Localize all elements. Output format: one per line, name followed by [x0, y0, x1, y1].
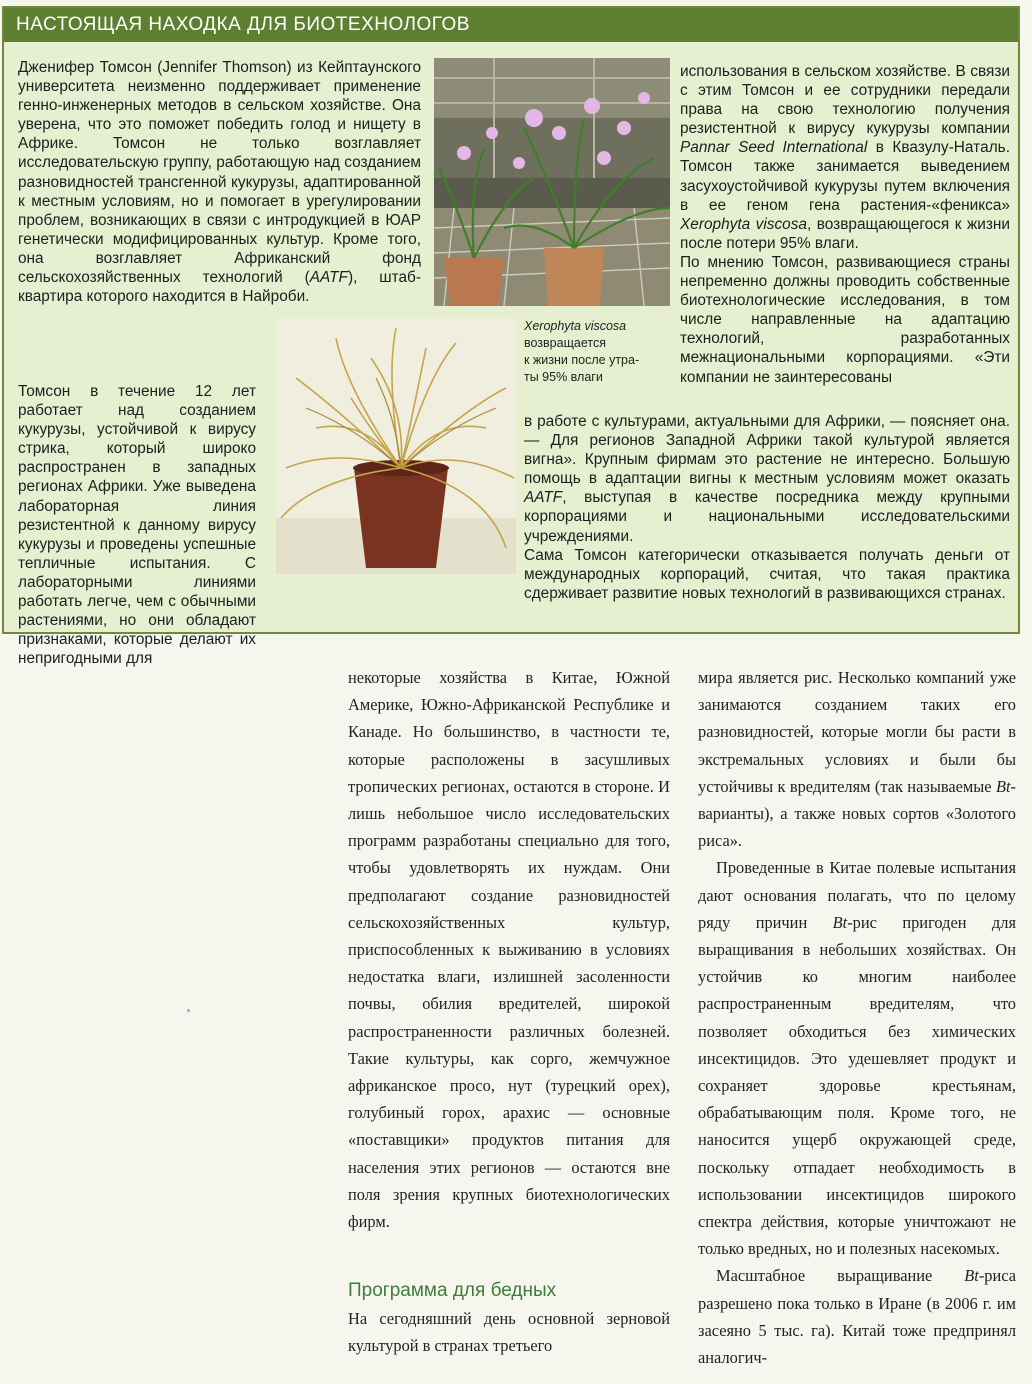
xerophyta-photo [434, 58, 670, 306]
main-paragraph-3: мира является рис. Несколько компаний уже занимаются созданием таких его разновидностей, которые могли бы расти в экстремальных условиях и были бы устойчивы к вредителям (так называемые Bt-варианты), а также новых сортов «Золотого риса». [698, 668, 1016, 851]
sidebar-text-left [18, 58, 421, 306]
photo-caption [524, 318, 674, 386]
sidebar-paragraph-6: Сама Томсон категорически отказывается получать деньги от международных корпораций, считая, что такая практика сдерживает развитие новых технологий в развивающихся странах. [524, 546, 1010, 602]
main-paragraph-1: некоторые хозяйства в Китае, Южной Америке, Южно-Африканской Республике и Канаде. Но большинство, в частности те, которые расположены в засушливых тропических регионах, остаются в стороне. И лишь небольшое число исследовательских программ разработаны специально для того, чтобы удовлетворять их нуждам. Они предполагают создание разновидностей сельскохозяйственных культур, приспособленных к выживанию в условиях недостатка влаги, излишней засоленности почвы, обилия вредителей, широкой распространенности различных болезней. Такие культуры, как сорго, жемчужное африканское просо, нут (турецкий орех), голубиный горох, арахис — основные «поставщики» продуктов питания для населения этих регионов — остаются вне поля зрения крупных биотехнологических фирм. [348, 668, 670, 1232]
main-paragraph-2: На сегодняшний день основной зерновой культурой в странах третьего [348, 1309, 670, 1356]
sidebar-text-left-narrow [18, 382, 256, 668]
caption-species: Xerophyta viscosa [524, 319, 627, 333]
sidebar-text-bottom-right [524, 412, 1010, 603]
sidebar-box [2, 6, 1020, 668]
main-paragraph-4: Проведенные в Китае полевые испытания дают основания полагать, что по целому ряду причин Bt-рис пригоден для выращивания в небольших хозяйствах. Он устойчив ко многим наиболее распространенным вредителям, что позволяет обходиться без химических инсектицидов. Это удешевляет продукт и сохраняет здоровье крестьянам, обрабатывающим поля. Кроме того, не наносится ущерб окружающей среде, поскольку отпадает необходимость в использовании инсектицидов широкого спектра действия, которые уничтожают не только вредных, но и полезных насекомых. [698, 858, 1016, 1259]
sidebar-paragraph-2: Томсон в течение 12 лет работает над созданием кукурузы, устойчивой к вирусу стрика, который широко распространен в западных регионах Африки. Уже выведена лабораторная линия резистентной к данному вирусу кукурузы и проведены успешные тепличные испытания. С лабораторными линиями работать легче, чем с обычными растениями, но они обладают признаками, которые делают их непригодными для [18, 383, 256, 668]
sidebar-paragraph-4: По мнению Томсон, развивающиеся страны непременно должны проводить собственные биотехнологические исследования, в том числе направленные на адаптацию технологий, разработанных межнациональными корпорациями. «Эти компании не заинтересованы [680, 253, 1010, 386]
sidebar-paragraph-3: использования в сельском хозяйстве. В связи с этим Томсон и ее сотрудники передали права на свою технологию получения резистентной к вирусу кукурузы компании Pannar Seed International в Квазулу-Натaль. Томсон также занимается выведением засухоустойчивой кукурузы путем включения в ее геном гена растения-«феникса» Xerophyta viscosa, возвращающегося к жизни после потери 95% влаги. [680, 63, 1010, 252]
grass-photo [276, 318, 516, 574]
margin-mark [187, 1009, 190, 1012]
sidebar-header [4, 8, 1018, 42]
sidebar-text-right [680, 62, 1010, 387]
main-column-2 [698, 664, 1016, 1371]
main-paragraph-5: Масштабное выращивание Bt-риса разрешено пока только в Иране (в 2006 г. им засеяно 5 тыс. га). Китай тоже предпринял аналогич- [698, 1266, 1016, 1368]
grass-image [276, 318, 516, 574]
caption-line-3: к жизни после утра- [524, 353, 640, 367]
caption-line-4: ты 95% влаги [524, 370, 603, 384]
sidebar-paragraph: Дженифер Томсон (Jennifer Thomson) из Кейптаунского университета неизменно поддерживает применение генно-инженерных методов в сельском хозяйстве. Она уверена, что это поможет победить голод и нищету в Африке. Томсон не только возглавляет исследовательскую группу, работающую над созданием разновидностей трансгенной кукурузы, адаптированной к местным условиям, но и помогает в урегулировании проблем, возникающих в связи с интродукцией в ЮАР генетически модифицированных культур. Кроме того, она возглавляет Африканский фонд сельскохозяйственных технологий (AATF), штаб-квартира которого находится в Найроби. [18, 59, 421, 306]
caption-line-2: возвращается [524, 336, 606, 350]
main-column-1 [348, 664, 670, 1235]
section-heading: Программа для бедных [348, 1280, 557, 1301]
main-column-1-bottom [348, 1305, 670, 1359]
sidebar-paragraph-5: в работе с культурами, актуальными для Африки, — поясняет она. — Для регионов Западной Африки такой культурой является вигна». Крупным фирмам это растение не интересно. Большую помощь в адаптации вигны к местным условиям может оказать AATF, выступая в качестве посредника между крупными корпорациями и национальными исследовательскими учреждениями. [524, 413, 1010, 545]
xerophyta-image [434, 58, 670, 306]
sidebar-title: НАСТОЯЩАЯ НАХОДКА ДЛЯ БИОТЕХНОЛОГОВ [16, 14, 470, 35]
